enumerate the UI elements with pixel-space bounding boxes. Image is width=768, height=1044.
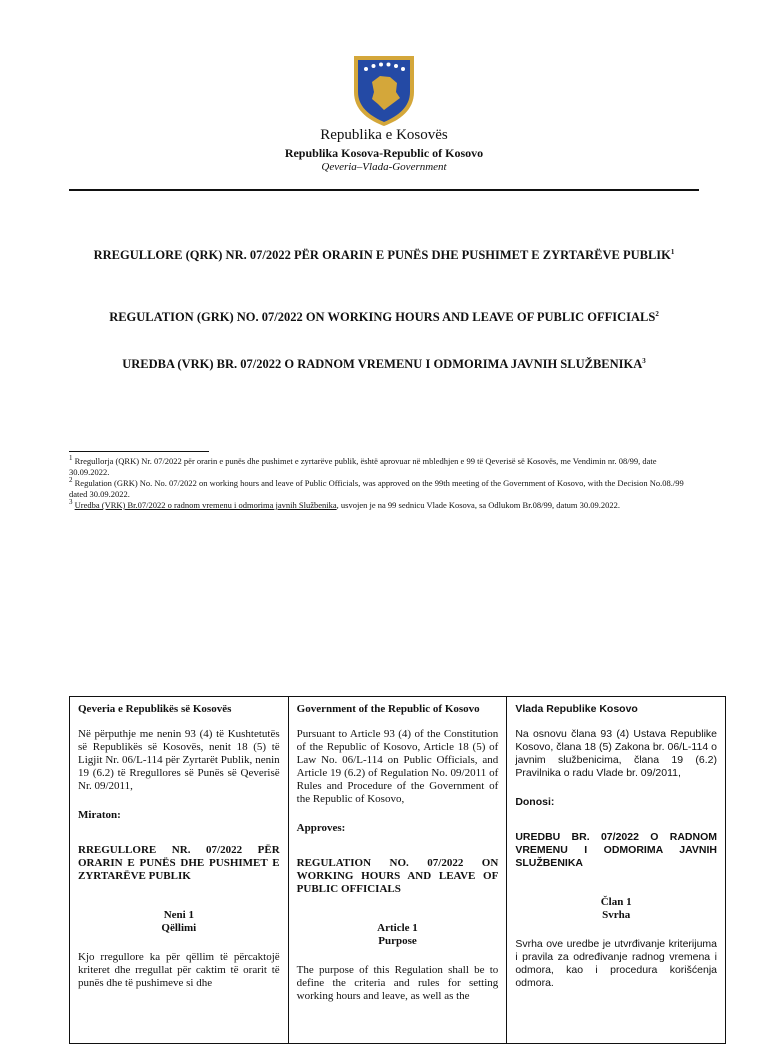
purpose-paragraph: Svrha ove uredbe je utvrđivanje kriterijuma i pravila za određivanje radnog vremena i odmora, kao i procedura korišćenja odmora. xyxy=(515,938,717,989)
footnote-ref-3[interactable]: 3 xyxy=(642,356,646,365)
article-number: Neni 1 xyxy=(163,909,194,921)
column-serbian xyxy=(507,697,726,1044)
column-english xyxy=(288,697,507,1044)
footnote-1-text: Rregullorja (QRK) Nr. 07/2022 për orarin e punës dhe pushimet e zyrtarëve publik, është aprovuar në mbledhjen e 99 të Qeverisë së Kosovës, me Vendimin nr. 08/99, date 30.09.2022. xyxy=(69,456,657,477)
title-albanian-text: RREGULLORE (QRK) NR. 07/2022 PËR ORARIN E PUNËS DHE PUSHIMET E ZYRTARËVE PUBLIK xyxy=(93,248,671,262)
regulation-title: UREDBU BR. 07/2022 O RADNOM VREMENU I ODMORIMA JAVNIH SLUŽBENIKA xyxy=(515,831,717,869)
title-english-text: REGULATION (GRK) NO. 07/2022 ON WORKING HOURS AND LEAVE OF PUBLIC OFFICIALS xyxy=(109,310,656,324)
approves-label: Donosi: xyxy=(515,796,555,808)
title-serbian-text: UREDBA (VRK) BR. 07/2022 O RADNOM VREMENU I ODMORIMA JAVNIH SLUŽBENIKA xyxy=(122,357,643,371)
preamble-paragraph: Na osnovu člana 93 (4) Ustava Republike Kosovo, člana 18 (5) Zakona br. 06/L-114 o javnim službenicima, člana 19 (6.2) Pravilnika o radu Vlade br. 09/2011, xyxy=(515,728,717,779)
footnote-2-number: 2 xyxy=(69,476,73,485)
footnote-3-number: 3 xyxy=(69,498,73,507)
title-serbian xyxy=(69,357,699,372)
footnote-3 xyxy=(69,500,699,511)
article-number: Član 1 xyxy=(600,896,632,908)
column-albanian xyxy=(70,697,289,1044)
footnote-divider xyxy=(69,451,209,452)
regulation-title: RREGULLORE NR. 07/2022 PËR ORARIN E PUNËS DHE PUSHIMET E ZYRTARËVE PUBLIK xyxy=(78,844,280,882)
title-albanian xyxy=(69,248,699,263)
article-number: Article 1 xyxy=(377,922,418,934)
approves-label: Approves: xyxy=(296,822,346,834)
purpose-paragraph: Kjo rregullore ka për qëllim të përcaktojë kriteret dhe rregullat për caktim të orarit të punës dhe të pushimeve si dhe xyxy=(78,951,280,989)
column-heading: Government of the Republic of Kosovo xyxy=(296,703,480,715)
table-row xyxy=(70,697,726,1044)
trilingual-table xyxy=(69,696,726,1044)
article-title: Purpose xyxy=(378,935,417,947)
header-government: Qeveria–Vlada-Government xyxy=(321,161,447,173)
column-heading: Vlada Republike Kosovo xyxy=(515,703,638,715)
column-heading: Qeveria e Republikës së Kosovës xyxy=(78,703,232,715)
kosovo-coat-of-arms-icon xyxy=(350,52,418,128)
approves-label: Miraton: xyxy=(78,809,121,821)
preamble-paragraph: Pursuant to Article 93 (4) of the Constitution of the Republic of Kosovo, Article 18 (5) of Law No. 06/L-114 on Public Officials, and Article 19 (6.2) of Regulation No. 09/2011 of Rules and Procedure of the Government of the Republic of Kosovo, xyxy=(296,728,499,805)
header-divider xyxy=(69,189,699,191)
footnote-2 xyxy=(69,478,699,500)
footnote-2-text: Regulation (GRK) No. No. 07/2022 on working hours and leave of Public Officials, was approved on the 99th meeting of the Government of Kosovo, with the Decision No.08./99 dated 30.09.2022. xyxy=(69,478,684,499)
article-title: Svrha xyxy=(602,909,631,921)
article-title: Qëllimi xyxy=(161,922,197,934)
preamble-paragraph: Në përputhje me nenin 93 (4) të Kushtetutës së Republikës së Kosovës, nenit 18 (5) të Ligjit Nr. 06/L-114 për Zyrtarët Publik, nenin 19 (6.2) të Rregullores së Punës së Qeverisë Nr. 09/2011, xyxy=(78,728,280,792)
footnote-ref-1[interactable]: 1 xyxy=(670,247,675,256)
footnote-1 xyxy=(69,456,699,478)
footnote-3-link[interactable]: Uredba (VRK) Br.07/2022 o radnom vremenu i odmorima javnih Službenika xyxy=(74,500,337,510)
regulation-title: REGULATION NO. 07/2022 ON WORKING HOURS AND LEAVE OF PUBLIC OFFICIALS xyxy=(296,857,499,895)
footnote-ref-2[interactable]: 2 xyxy=(655,309,659,318)
footnote-1-number: 1 xyxy=(69,454,73,463)
header-republic-serbian-english: Republika Kosova-Republic of Kosovo xyxy=(284,146,484,160)
header-republic-albanian: Republika e Kosovës xyxy=(320,127,448,143)
title-english xyxy=(69,310,699,325)
purpose-paragraph: The purpose of this Regulation shall be to define the criteria and rules for setting working hours and leave, as well as the xyxy=(296,964,499,1002)
footnote-3-text: , usvojen je na 99 sednicu Vlade Kosova, sa Odlukom Br.08/99, datum 30.09.2022. xyxy=(336,500,621,510)
